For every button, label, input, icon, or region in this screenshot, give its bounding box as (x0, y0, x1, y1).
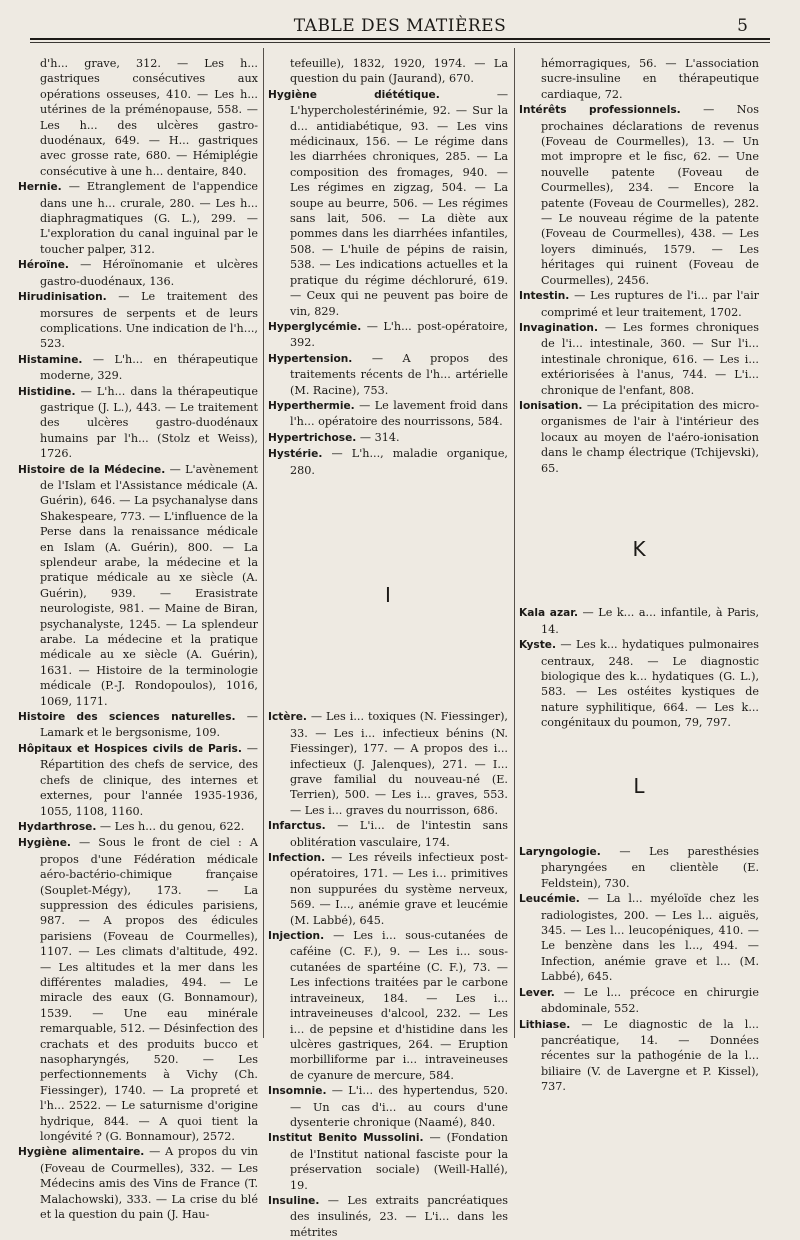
index-term: Lever. (519, 986, 555, 999)
index-entry-text: — Les ruptures de l'i... par l'air comprimé et leur traitement, 1702. (541, 289, 759, 319)
section-letter-k: K (632, 536, 646, 561)
index-entry (18, 835, 258, 1144)
index-entry (268, 1083, 508, 1130)
index-entry (18, 819, 258, 835)
index-term: Hygiène. (18, 837, 71, 850)
index-entry (18, 462, 258, 710)
index-entry-text: d'h... grave, 312. — Les h... gastriques consécutives aux opérations osseuses, 410. — Les h... utérines de la préménopause, 558. — Les h... des ulcères gastro-duodénaux, 649. — H... gastriques avec grosse rate, 680. — Hémiplégie consécutive à une h... dentaire, 840. (40, 57, 258, 178)
index-entry (268, 398, 508, 430)
index-entry-text: — Lamark et le bergsonisme, 109. (40, 710, 258, 740)
section-spacer (519, 794, 759, 844)
page-header-title: TABLE DES MATIÈRES (293, 16, 507, 36)
index-term: Infarctus. (268, 820, 326, 833)
index-entry-text: — Les réveils infectieux post-opératoires, 171. — Les i... primitives non suppurées du système nerveux, 569. — I..., anémie grave et leucémie (M. Labbé), 645. (290, 851, 508, 927)
index-entry-text: — Le diagnostic de la l... pancréatique, 14. — Données récentes sur la pathogénie de la l... biliaire (V. de Lavergne et P. Kissel), 737. (541, 1017, 759, 1094)
index-term: Histidine. (18, 385, 76, 398)
index-term: Hyperthermie. (268, 399, 355, 412)
index-entry (268, 446, 508, 478)
index-entry (519, 288, 759, 320)
index-entry (519, 1017, 759, 1095)
index-entry (18, 257, 258, 289)
column-divider (514, 48, 515, 1038)
section-spacer (268, 478, 508, 588)
index-term: Infection. (268, 852, 326, 865)
section-letter-l: L (633, 773, 645, 798)
index-entry-text: — Répartition des chefs de service, des chefs de clinique, des internes et externes, pour l'année 1935-1936, 1055, 1108, 1160. (40, 741, 258, 818)
index-term: Laryngologie. (519, 846, 601, 859)
index-term: Hernie. (18, 181, 62, 194)
index-entry (268, 928, 508, 1083)
index-term: Ionisation. (519, 399, 583, 412)
index-entry (18, 179, 258, 257)
index-entry (268, 1193, 508, 1240)
index-term: Hyperglycémie. (268, 320, 362, 333)
index-entry-text: — Les i... toxiques (N. Fiessinger), 33. — Les i... infectieux bénins (N. Fiessinger), 177. — A propos des i... infectieux (J. Jalenques), 271. — I... grave familial du nouveau-né (E. Terrien), 500. — Les i... graves, 553. — Les i... graves du nourrisson, 686. (290, 710, 508, 817)
index-entry-text: — A propos du vin (Foveau de Courmelles), 332. — Les Médecins amis des Vins de France (T. Malachowski), 333. — La crise du blé et la question du pain (J. Hau- (40, 1145, 259, 1222)
header-rule-thin (30, 42, 770, 43)
section-i (268, 709, 508, 1240)
index-term: Hirudinisation. (18, 291, 107, 304)
header-rule (30, 38, 770, 40)
index-entry (519, 605, 759, 637)
index-term: Kala azar. (519, 607, 579, 620)
index-term: Histoire des sciences naturelles. (18, 711, 236, 724)
index-entry (519, 102, 759, 288)
index-term: Histamine. (18, 353, 83, 366)
index-entry (519, 637, 759, 730)
index-entry-text: — La l... myéloïde chez les radiologistes, 200. — Les l... aiguës, 345. — Les l... leucopéniques, 410. — Le benzène dans les l..., 494. — Infection, anémie grave et l... (M. Labbé), 645. (541, 892, 759, 984)
index-entry-text: — Les extraits pancréatiques des insulinés, 23. — L'i... dans les métrites (290, 1193, 508, 1239)
index-term: Hystérie. (268, 448, 323, 461)
index-term: Hôpitaux et Hospices civils de Paris. (18, 742, 242, 755)
index-column-3 (519, 56, 759, 1095)
index-term: Institut Benito Mussolini. (268, 1132, 424, 1145)
index-entry (519, 844, 759, 891)
index-entry (519, 320, 759, 398)
index-term: Invagination. (519, 321, 598, 334)
index-entry (519, 891, 759, 984)
index-term: Injection. (268, 930, 325, 943)
index-entry-text: — Le traitement des morsures de serpents et de leurs complications. Une indication de l'h..., 523. (40, 290, 258, 351)
index-entry (268, 430, 508, 446)
index-entry (268, 87, 508, 319)
section-k (519, 605, 759, 730)
index-entry (18, 352, 258, 384)
index-term: Kyste. (519, 639, 557, 652)
index-entry (18, 384, 258, 462)
index-entry-text: — L'h..., maladie organique, 280. (290, 447, 508, 477)
index-entry-text: — L'h... en thérapeutique moderne, 329. (40, 352, 258, 383)
index-entry-text: tefeuille), 1832, 1920, 1974. — La question du pain (Jaurand), 670. (290, 57, 508, 86)
index-term: Intérêts professionnels. (519, 104, 681, 117)
index-entry (268, 709, 508, 818)
index-entry-text: — Les k... hydatiques pulmonaires centraux, 248. — Le diagnostic biologique des k... hydatiques (G. L.), 583. — Les ostéites kystiques de nature syphilitique, 664. — Les k... congénitaux du poumon, 79, 797. (541, 638, 759, 730)
index-entry (268, 351, 508, 398)
index-entry-text: — L'avènement de l'Islam et l'Assistance médicale (A. Guérin), 646. — La psychanalyse dans Shakespeare, 773. — L'influence de la Perse dans la renaissance médicale en Islam (A. Guérin), 800. — La splendeur arabe, la médecine et la pratique médicale au xe siècle (A. Guérin), 939. — Erasistrate neurologiste, 981. — Maine de Biran, psychanalyste, 1245. — La splendeur arabe. La médecine et la pratique médicale au xe siècle (A. Guérin), 1631. — Histoire de la terminologie médicale (P.-J. Rondopoulos), 1016, 1069, 1171. (40, 462, 258, 708)
index-entry-text: — Les i... sous-cutanées de caféine (C. F.), 9. — Les i... sous-cutanées de spartéine (C. F.), 73. — Les infections traitées par le carbone intraveineux, 184. — Les i... intraveineuses d'alcool, 232. — Les i... de pepsine et d'histidine dans les ulcères gastriques, 264. — Eruption morbilliforme par i... intraveineuses de cyanure de mercure, 584. (290, 929, 508, 1082)
index-entry-text: hémorragiques, 56. — L'association sucre-insuline en thérapeutique cardiaque, 72. (541, 57, 759, 101)
index-entry-text: — Héroïnomanie et ulcères gastro-duodénaux, 136. (40, 258, 258, 288)
column-divider (263, 48, 264, 1038)
index-entry-text: — Les formes chroniques de l'i... intestinale, 360. — Sur l'i... intestinale chronique, 616. — Les i... extériorisées à l'anus, 744. — L'i... chronique de l'enfant, 808. (541, 320, 759, 397)
index-entry (268, 818, 508, 850)
section-spacer (519, 476, 759, 542)
index-entry (268, 319, 508, 351)
index-entry-text: — L'i... de l'intestin sans oblitération vasculaire, 174. (290, 819, 508, 849)
section-letter-i: I (385, 582, 391, 607)
index-entry (268, 850, 508, 928)
index-entry-text: — Sous le front de ciel : A propos d'une Fédération médicale aéro-bactério-chimique française (Souplet-Mégy), 173. — La suppression des édicules parisiens, 987. — A propos des édicules parisiens (Foveau de Courmelles), 1107. — Les climats d'altitude, 492. — Les altitudes et la mer dans les différentes maladies, 494. — Le miracle des eaux (G. Bonnamour), 1539. — Une eau minérale remarquable, 512. — Désinfection des crachats et des produits bucco et nasopharyngés, 520. — Les perfectionnements à Vichy (Ch. Fiessinger), 1740. — La propreté et l'h... 2522. — Le saturnisme d'origine hydrique, 844. — A quoi tient la longévité ? (G. Bonnamour), 2572. (40, 836, 258, 1144)
index-entry-text: — L'h... dans la thérapeutique gastrique (J. L.), 443. — Le traitement des ulcères gastro-duodénaux humains par l'h... (Stolz et Weiss), 1726. (40, 384, 258, 461)
index-entry (268, 1130, 508, 1193)
index-entry-text: — Etranglement de l'appendice dans une h... crurale, 280. — Les h... diaphragmatiques (G. L.), 299. — L'exploration du canal inguinal par le toucher palper, 312. (40, 180, 258, 256)
section-l (519, 844, 759, 1095)
index-entry-text: — Les paresthésies pharyngées en clientèle (E. Feldstein), 730. (541, 845, 759, 890)
index-entry-text: — Le l... précoce en chirurgie abdominale, 552. (541, 985, 759, 1016)
index-column-2 (268, 56, 508, 1240)
index-entry-text: — Le k... a... infantile, à Paris, 14. (541, 606, 759, 636)
index-term: Hydarthrose. (18, 820, 97, 833)
index-term: Hypertension. (268, 352, 353, 365)
index-entry-text: — La précipitation des micro-organismes de l'air à l'intérieur des locaux au moyen de l'aéro-ionisation dans le champ électrique (Tchijevski), 65. (541, 398, 759, 475)
index-entry-text: — Le lavement froid dans l'h... opératoire des nourrissons, 584. (290, 398, 508, 429)
index-entry-text: — 314. (356, 430, 400, 444)
page-number: 5 (737, 16, 748, 36)
index-term: Hygiène diététique. (268, 88, 440, 101)
index-entry (268, 56, 508, 87)
index-term: Insuline. (268, 1194, 320, 1207)
index-entry-text: — (Fondation de l'Institut national fasciste pour la préservation sociale) (Weill-Hallé), 19. (290, 1131, 508, 1192)
index-entry-text: — A propos des traitements récents de l'h... artérielle (M. Racine), 753. (290, 351, 508, 397)
index-entry (18, 1144, 258, 1222)
index-term: Insomnie. (268, 1085, 327, 1098)
section-i-continued (519, 56, 759, 476)
index-entry-text: — L'i... des hypertendus, 520. — Un cas d'i... au cours d'une dysenterie chronique (Naamé), 840. (290, 1084, 508, 1129)
index-entry (519, 56, 759, 102)
index-entry (519, 398, 759, 476)
index-term: Histoire de la Médecine. (18, 463, 166, 476)
index-entry (18, 709, 258, 741)
index-term: Leucémie. (519, 893, 580, 906)
section-spacer (519, 731, 759, 779)
index-entry (519, 985, 759, 1017)
section-spacer (268, 603, 508, 709)
index-entry-text: — L'h... post-opératoire, 392. (290, 319, 508, 350)
index-term: Ictère. (268, 711, 307, 724)
index-term: Hygiène alimentaire. (18, 1146, 145, 1159)
index-term: Intestin. (519, 290, 570, 303)
index-column-1 (18, 56, 258, 1222)
index-entry (18, 289, 258, 352)
index-entry (18, 741, 258, 819)
index-term: Lithiase. (519, 1018, 571, 1031)
index-term: Héroïne. (18, 259, 69, 272)
index-entry-text: — L'hypercholestérinémie, 92. — Sur la d... antidiabétique, 93. — Les vins médicinaux, 156. — Le régime dans les diarrhées chroniques, 285. — La composition des fromages, 940. — Les régimes en zigzag, 504. — La soupe au beurre, 506. — Les régimes sans lait, 506. — La diète aux pommes dans les diarrhées infantiles, 508. — L'huile de pépins de raisin, 538. — Les indications actuelles et la pratique du régime déchloruré, 619. — Ceux qui ne peuvent pas boire de vin, 829. (290, 87, 509, 318)
section-h-continued (268, 56, 508, 478)
index-entry-text: — Les h... du genou, 622. (96, 819, 245, 833)
index-entry-text: — Nos prochaines déclarations de revenus (Foveau de Courmelles), 13. — Un mot impropre et le fisc, 62. — Une nouvelle patente (Foveau de Courmelles), 234. — Encore la patente (Foveau de Courmelles), 282. — Le nouveau régime de la patente (Foveau de Courmelles), 438. — Les loyers diminués, 1579. — Les héritages qui ruinent (Foveau de Courmelles), 2456. (541, 103, 759, 287)
section-spacer (519, 557, 759, 605)
index-term: Hypertrichose. (268, 431, 357, 444)
index-entry (18, 56, 258, 179)
